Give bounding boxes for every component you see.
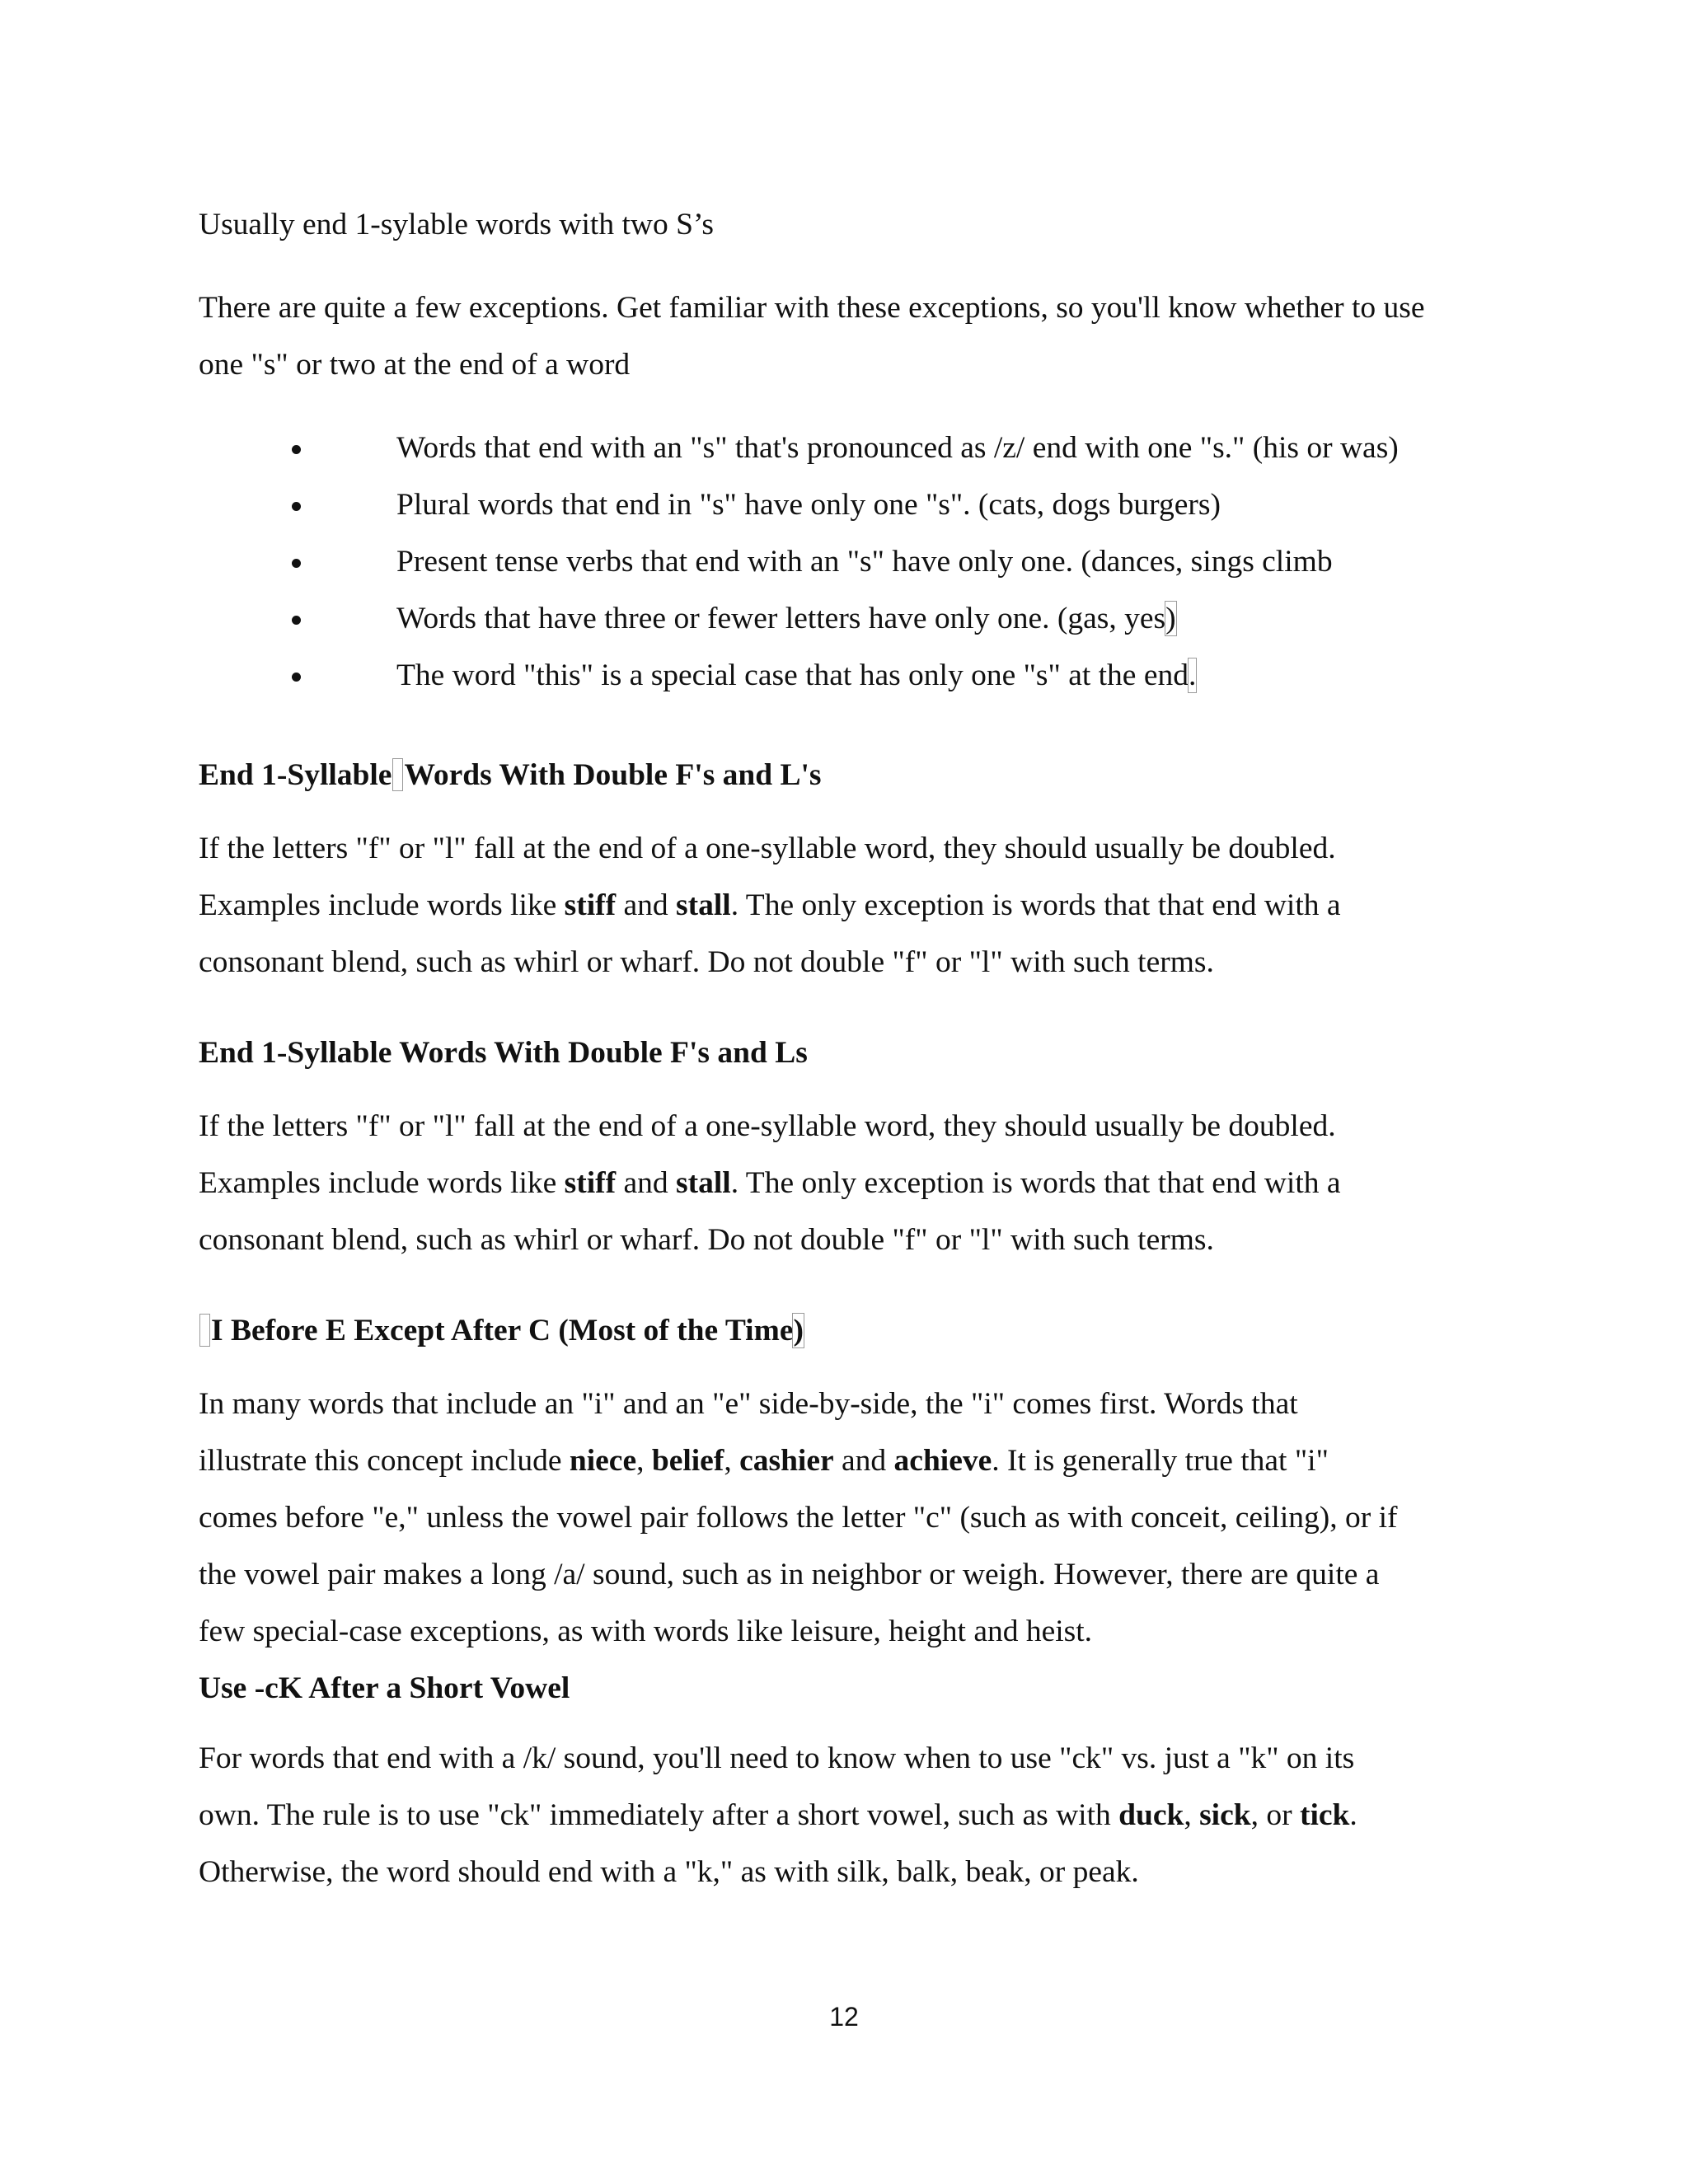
paragraph-line: Examples include words like stiff and stall. The only exception is words that that end with a <box>199 888 1341 922</box>
example-word: tick <box>1299 1798 1350 1832</box>
list-item: The word "this" is a special case that has only one "s" at the end. <box>199 647 1501 704</box>
section-heading-ck: Use -cK After a Short Vowel <box>199 1671 570 1705</box>
example-word: niece <box>569 1444 637 1478</box>
section-heading-double-f-ls: End 1-Syllable Words With Double F's and Ls <box>199 1036 808 1070</box>
example-word: cashier <box>739 1444 834 1478</box>
edit-mark <box>199 1314 210 1347</box>
example-word: stall <box>676 1166 731 1200</box>
page-content <box>199 196 1501 1900</box>
example-word: stiff <box>564 888 617 922</box>
paragraph-line: In many words that include an "i" and an "e" side-by-side, the "i" comes first. Words that <box>199 1387 1298 1421</box>
example-word: belief <box>651 1444 724 1478</box>
example-word: stall <box>676 888 731 922</box>
paragraph-line: Examples include words like stiff and stall. The only exception is words that that end with a <box>199 1166 1341 1200</box>
list-item: Words that have three or fewer letters have only one. (gas, yes) <box>199 590 1501 647</box>
example-word: sick <box>1199 1798 1251 1832</box>
paragraph-line: comes before "e," unless the vowel pair follows the letter "c" (such as with conceit, ceiling), or if <box>199 1501 1398 1535</box>
paragraph-line: If the letters "f" or "l" fall at the end of a one-syllable word, they should usually be doubled. <box>199 1109 1336 1143</box>
paragraph-line: illustrate this concept include niece, belief, cashier and achieve. It is generally true that "i" <box>199 1444 1329 1478</box>
paragraph-line: consonant blend, such as whirl or wharf. Do not double "f" or "l" with such terms. <box>199 1223 1214 1257</box>
intro-line: Usually end 1-sylable words with two S’s <box>199 208 714 241</box>
page-number: 12 <box>829 2002 859 2032</box>
bullet-icon <box>292 445 301 454</box>
edit-mark: ) <box>793 1314 804 1347</box>
paragraph-line: consonant blend, such as whirl or wharf. Do not double "f" or "l" with such terms. <box>199 945 1214 979</box>
bullet-icon <box>292 502 301 511</box>
paragraph-line: For words that end with a /k/ sound, you'll need to know when to use "ck" vs. just a "k" on its <box>199 1741 1355 1775</box>
exceptions-list <box>199 419 1501 704</box>
section-heading-double-f-l: End 1-Syllable Words With Double F's and L's <box>199 758 822 792</box>
edit-mark: . <box>1188 658 1197 692</box>
example-word: duck <box>1118 1798 1184 1832</box>
paragraph-line: Otherwise, the word should end with a "k," as with silk, balk, beak, or peak. <box>199 1855 1139 1889</box>
bullet-icon <box>292 616 301 625</box>
bullet-icon <box>292 673 301 682</box>
example-word: achieve <box>893 1444 992 1478</box>
paragraph-line: If the letters "f" or "l" fall at the end of a one-syllable word, they should usually be doubled. <box>199 832 1336 865</box>
section-heading-i-before-e: I Before E Except After C (Most of the Time) <box>199 1302 1501 1359</box>
paragraph-line: own. The rule is to use "ck" immediately after a short vowel, such as with duck, sick, or tick. <box>199 1798 1357 1832</box>
edit-mark <box>392 758 403 791</box>
paragraph-line: few special-case exceptions, as with words like leisure, height and heist. <box>199 1615 1093 1648</box>
list-item: Words that end with an "s" that's pronounced as /z/ end with one "s." (his or was) <box>199 419 1501 476</box>
paragraph-line: the vowel pair makes a long /a/ sound, such as in neighbor or weigh. However, there are quite a <box>199 1558 1380 1591</box>
example-word: stiff <box>564 1166 617 1200</box>
edit-mark: ) <box>1165 602 1176 635</box>
list-item: Present tense verbs that end with an "s" have only one. (dances, sings climb <box>199 533 1501 590</box>
list-item: Plural words that end in "s" have only one "s". (cats, dogs burgers) <box>199 476 1501 533</box>
bullet-icon <box>292 559 301 568</box>
intro-paragraph: There are quite a few exceptions. Get familiar with these exceptions, so you'll know whether to use one "s" or two at the end of a word <box>199 291 1425 382</box>
